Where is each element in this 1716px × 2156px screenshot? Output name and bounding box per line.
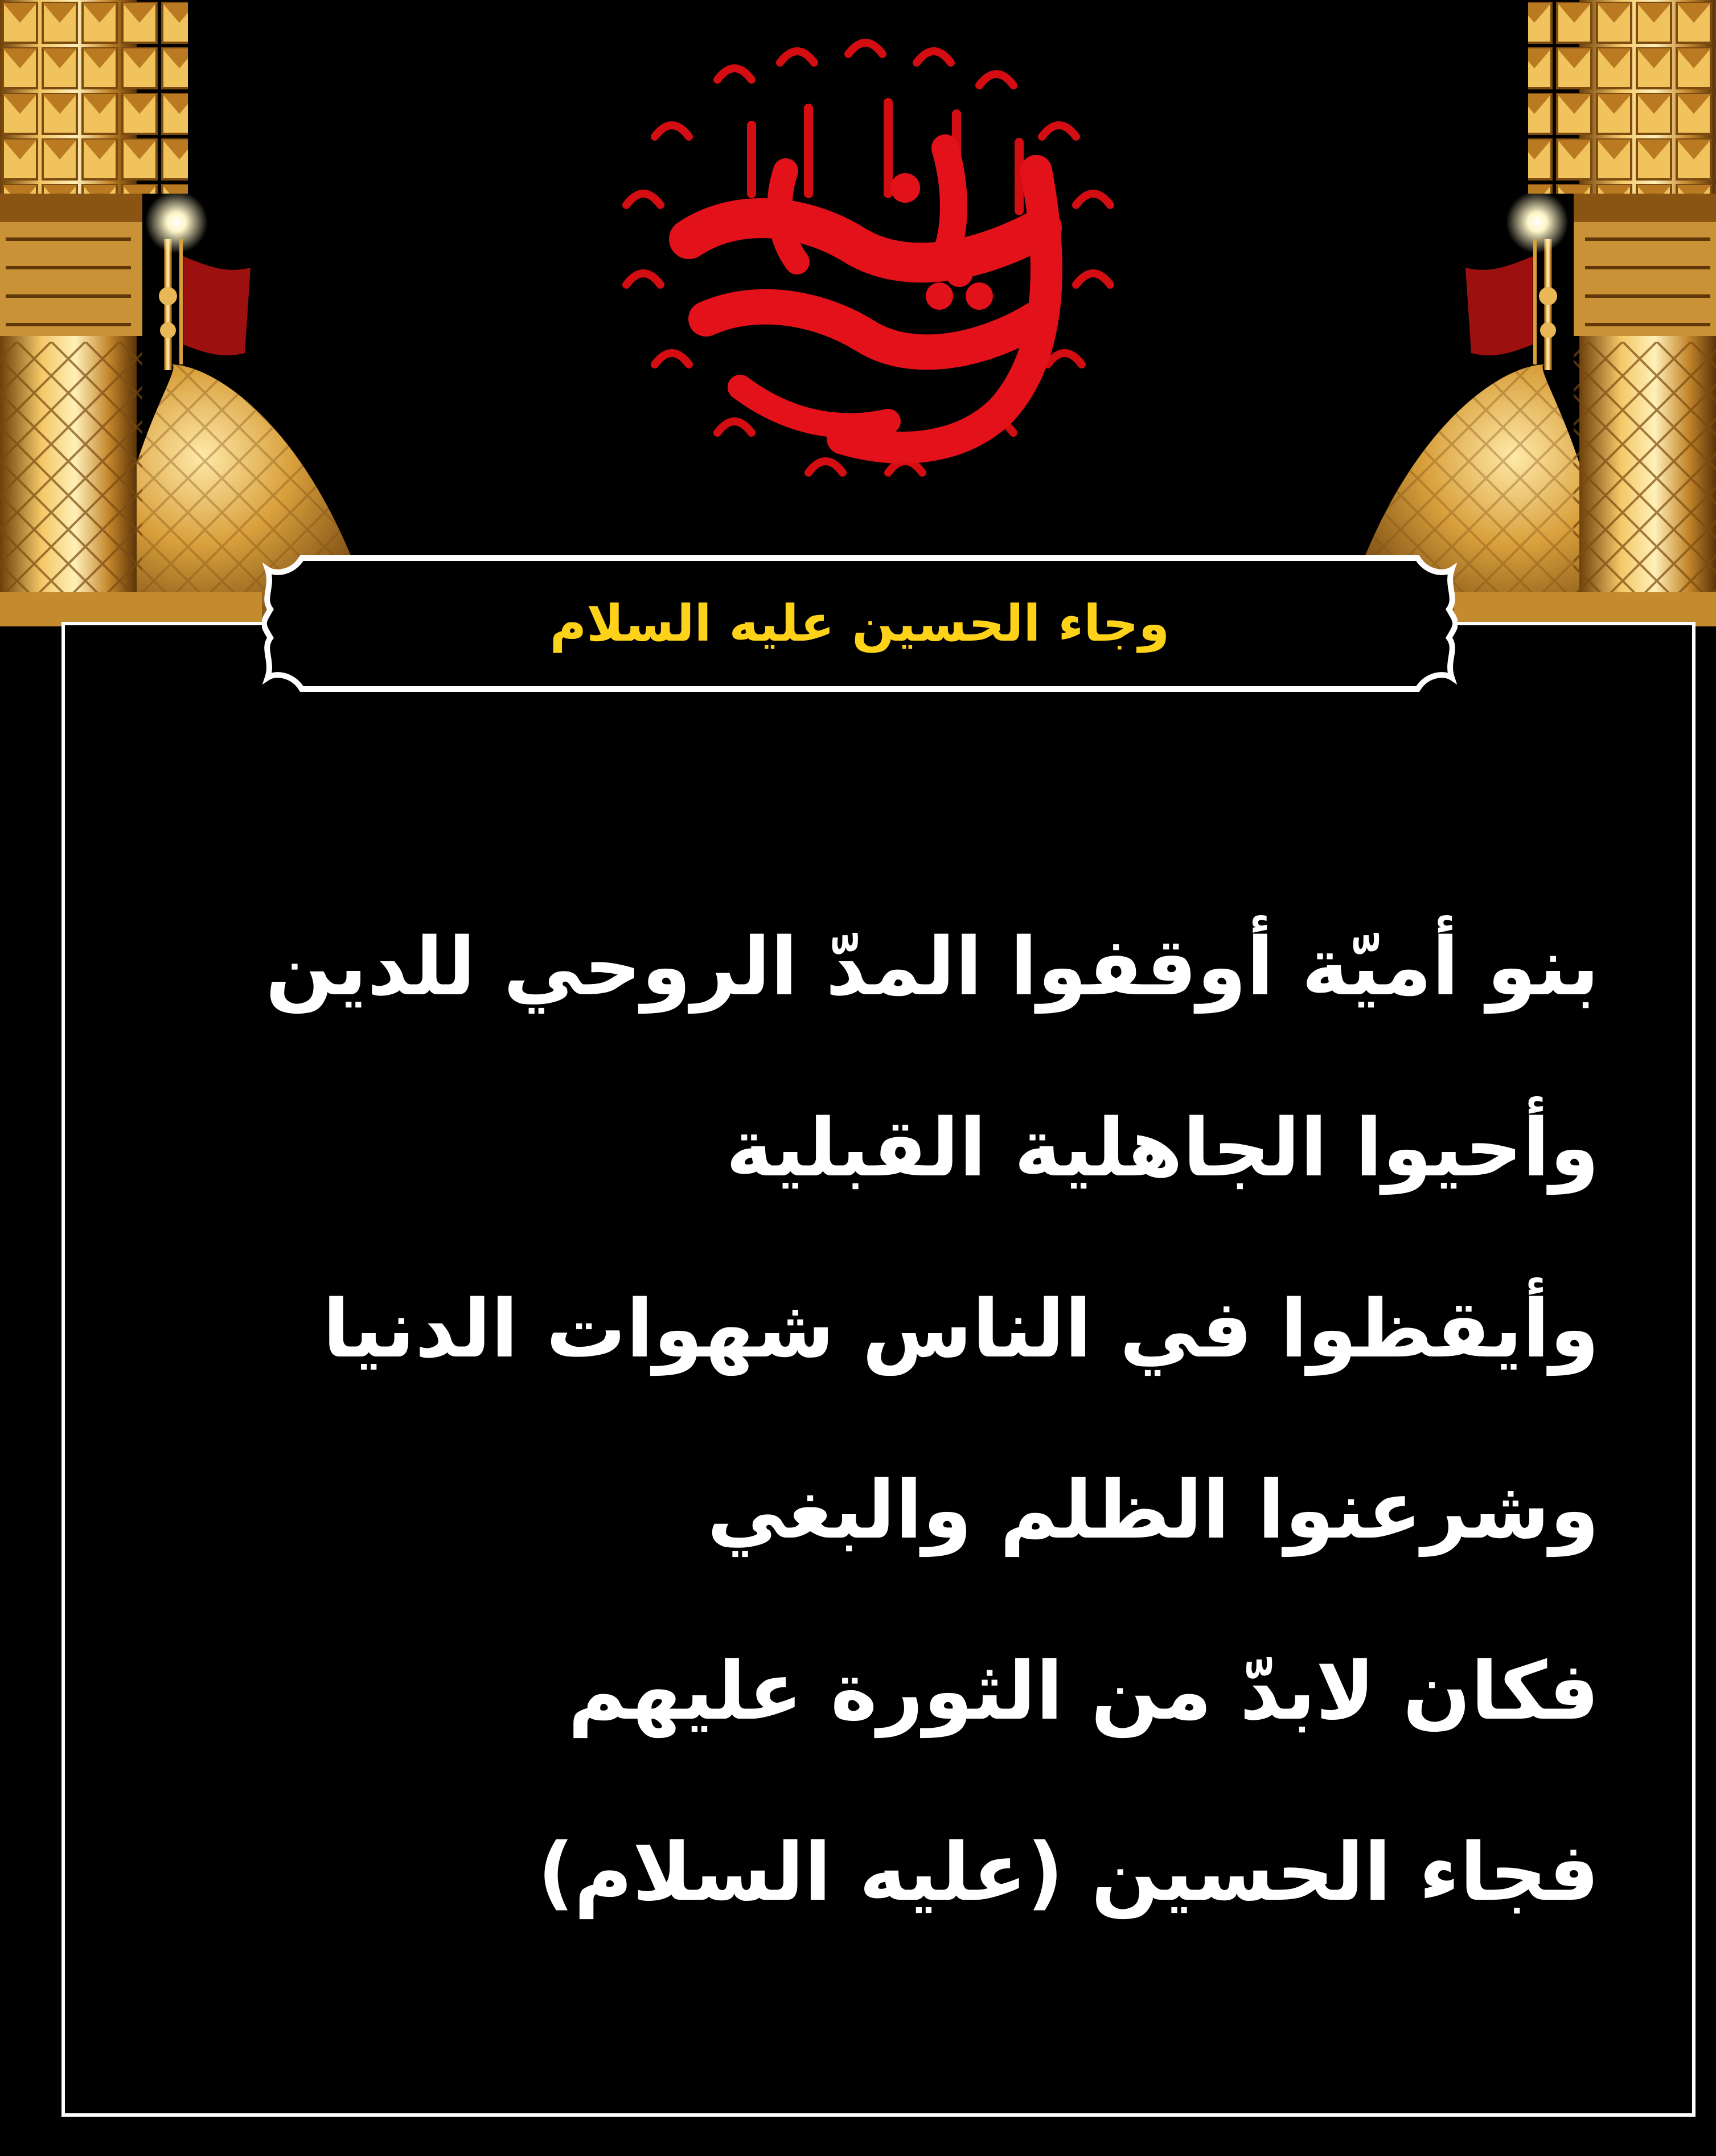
poem-line-6: فجاء الحسين (عليه السلام) <box>537 1826 1599 1919</box>
poem-line-4: وشرعنوا الظلم والبغي <box>707 1464 1599 1557</box>
poem <box>233 877 1599 1964</box>
red-flag-icon <box>1465 256 1533 355</box>
shrine-left <box>0 0 376 626</box>
red-flag-icon <box>183 256 251 355</box>
poem-line-1: بنو أميّة أوقفوا المدّ الروحي للدين <box>265 921 1599 1014</box>
ashura-calligraphy-logo <box>619 28 1110 507</box>
poem-line-2: وأحيوا الجاهلية القبلية <box>725 1102 1599 1195</box>
shrine-right <box>1340 0 1716 626</box>
poem-line-3: وأيقظوا في الناس شهوات الدنيا <box>322 1283 1599 1376</box>
poem-line-5: فكان لابدّ من الثورة عليهم <box>568 1645 1599 1738</box>
banner-title: وجاء الحسين عليه السلام <box>549 594 1170 653</box>
title-banner <box>262 552 1458 695</box>
